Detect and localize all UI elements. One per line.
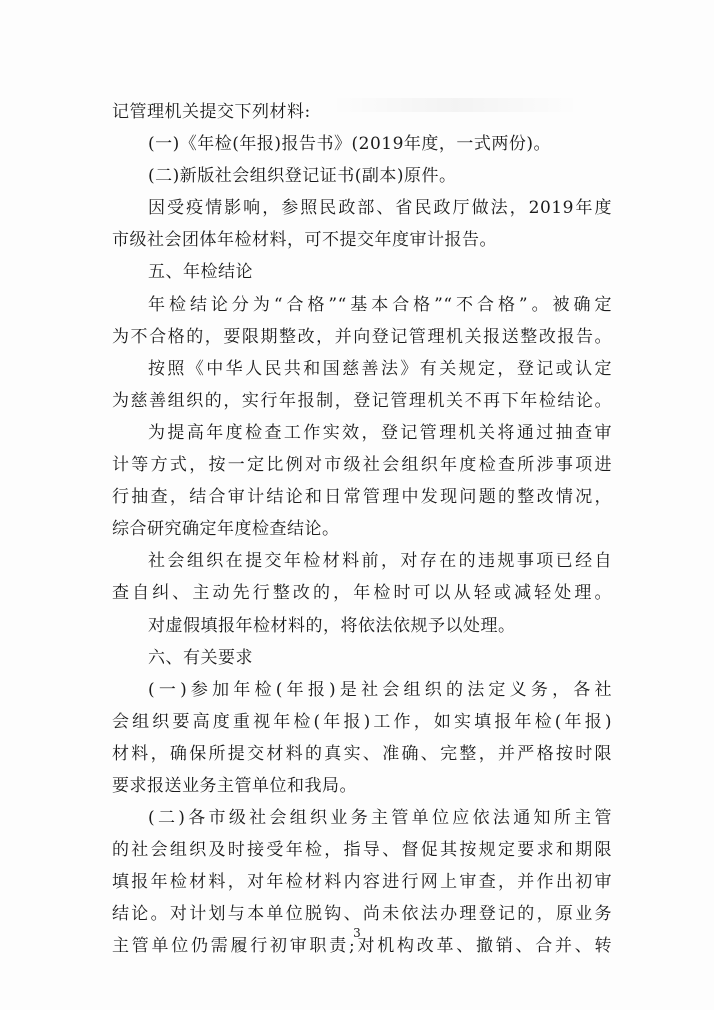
paragraph-line: (一)《年检(年报)报告书》(2019年度，一式两份)。 [148,134,552,155]
paragraph-line: 综合研究确定年度检查结论。 [112,519,340,540]
paragraph-line: 记管理机关提交下列材料: [112,102,311,122]
paragraph-line: 对虚假填报年检材料的，将依法依规予以处理。 [148,615,516,636]
paragraph-line: 行抽查，结合审计结论和日常管理中发现问题的整改情况， [112,487,612,508]
section-heading: 五、年检结论 [148,262,253,283]
paragraph-line: (二)新版社会组织登记证书(副本)原件。 [148,166,457,187]
paragraph-line: 计等方式，按一定比例对市级社会组织年度检查所涉事项进 [112,455,612,476]
paragraph-line: 会组织要高度重视年检(年报)工作，如实填报年检(年报) [112,711,612,732]
page-number: 3 [353,926,361,940]
paragraph-line: 结论。对计划与本单位脱钩、尚未依法办理登记的，原业务 [112,904,612,925]
paragraph-line: 按照《中华人民共和国慈善法》有关规定，登记或认定 [148,358,612,379]
paragraph-line: 填报年检材料，对年检材料内容进行网上审查，并作出初审 [112,872,612,893]
section-heading: 六、有关要求 [148,647,253,668]
paragraph-line: 为慈善组织的，实行年报制，登记管理机关不再下年检结论。 [112,390,612,411]
paragraph-line: 的社会组织及时接受年检，指导、督促其按规定要求和期限 [112,840,612,861]
paragraph-line: 为提高年度检查工作实效，登记管理机关将通过抽查审 [148,422,612,443]
paragraph-line: 为不合格的，要限期整改，并向登记管理机关报送整改报告。 [112,326,612,347]
paragraph-line: 材料，确保所提交材料的真实、准确、完整，并严格按时限 [112,743,612,764]
paragraph-line: 查自纠、主动先行整改的，年检时可以从轻或减轻处理。 [112,583,612,604]
paragraph-line: 因受疫情影响，参照民政部、省民政厅做法，2019年度 [148,198,612,219]
paragraph-line: (二)各市级社会组织业务主管单位应依法通知所主管 [148,808,612,829]
paragraph-line: 要求报送业务主管单位和我局。 [112,775,357,796]
paragraph-line: 市级社会团体年检材料，可不提交年度审计报告。 [112,230,497,251]
paragraph-line: 年检结论分为“合格”“基本合格”“不合格”。被确定 [148,294,612,315]
paragraph-line: (一)参加年检(年报)是社会组织的法定义务，各社 [148,679,612,700]
paragraph-line: 社会组织在提交年检材料前，对存在的违规事项已经自 [148,551,612,572]
paragraph-line: 主管单位仍需履行初审职责;对机构改革、撤销、合并、转 [112,936,612,957]
body-text [112,96,612,963]
